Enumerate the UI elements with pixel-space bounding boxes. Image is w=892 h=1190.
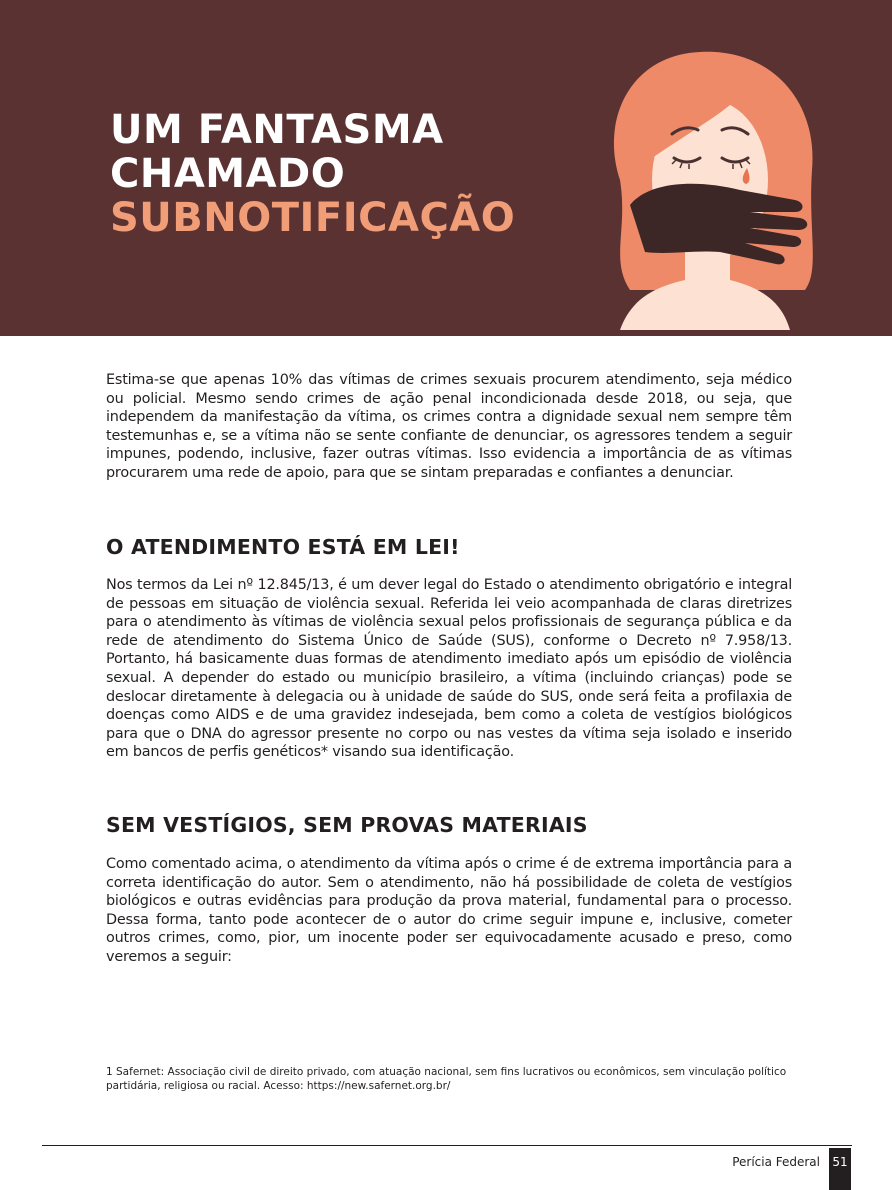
page-title xyxy=(110,108,515,240)
section-atendimento-body xyxy=(106,576,792,762)
intro-paragraph: Estima-se que apenas 10% das vítimas de crimes sexuais procurem atendimento, seja médico ou policial. Mesmo sendo crimes de ação penal incondicionada desde 2018, ou seja, que independem da manifestação da vítima, os crimes contra a dignidade sexual nem sempre têm testemunhas e, se a vítima não se sente confiante de denunciar, os agressores tendem a seguir impunes, podendo, inclusive, fazer outras vítimas. Isso evidencia a importância de as vítimas procurarem uma rede de apoio, para que se sintam preparadas e confiantes a denunciar. xyxy=(106,372,792,481)
section-vestigios xyxy=(106,813,792,837)
section-vestigios-body xyxy=(106,855,792,967)
woman-silenced-by-hand-icon xyxy=(590,40,830,330)
footnote: 1 Safernet: Associação civil de direito privado, com atuação nacional, sem fins lucrativos ou econômicos, sem vinculação político partidária, religiosa ou racial. Acesso: https://new.safernet.org.br/ xyxy=(106,1066,787,1092)
vestigios-paragraph: Como comentado acima, o atendimento da vítima após o crime é de extrema importância para a correta identificação do autor. Sem o atendimento, não há possibilidade de coleta de vestígios biológicos e outras evidências para produção da prova material, fundamental para o processo. Dessa forma, tanto pode acontecer de o autor do crime seguir impune e, inclusive, cometer outros crimes, como, pior, um inocente poder ser equivocadamente acusado e preso, como veremos a seguir: xyxy=(106,856,792,965)
footer-divider xyxy=(42,1145,852,1146)
atendimento-paragraph: Nos termos da Lei nº 12.845/13, é um dever legal do Estado o atendimento obrigatório e integral de pessoas em situação de violência sexual. Referida lei veio acompanhada de claras diretrizes para o atendimento às vítimas de violência sexual pelos profissionais de segurança pública e da rede de atendimento do Sistema Único de Saúde (SUS), conforme o Decreto nº 7.958/13. Portanto, há basicamente duas formas de atendimento imediato após um episódio de violência sexual. A depender do estado ou município brasileiro, a vítima (incluindo crianças) pode se deslocar diretamente à delegacia ou à unidade de saúde do SUS, onde será feita a profilaxia de doenças como AIDS e de uma gravidez indesejada, bem como a coleta de vestígios biológicos para que o DNA do agressor presente no corpo ou nas vestes da vítima seja isolado e inserido em bancos de perfis genéticos* visando sua identificação. xyxy=(106,577,792,761)
section-atendimento xyxy=(106,535,792,559)
title-line-1: UM FANTASMA xyxy=(110,107,444,153)
publication-name: Perícia Federal xyxy=(732,1155,820,1169)
header-banner xyxy=(0,0,892,336)
section-heading-vestigios: SEM VESTÍGIOS, SEM PROVAS MATERIAIS xyxy=(106,813,588,837)
section-heading-atendimento: O ATENDIMENTO ESTÁ EM LEI! xyxy=(106,535,460,559)
title-line-3: SUBNOTIFICAÇÃO xyxy=(110,195,516,241)
intro-block xyxy=(106,371,792,483)
title-line-2: CHAMADO xyxy=(110,151,346,197)
page-number: 51 xyxy=(829,1148,851,1190)
